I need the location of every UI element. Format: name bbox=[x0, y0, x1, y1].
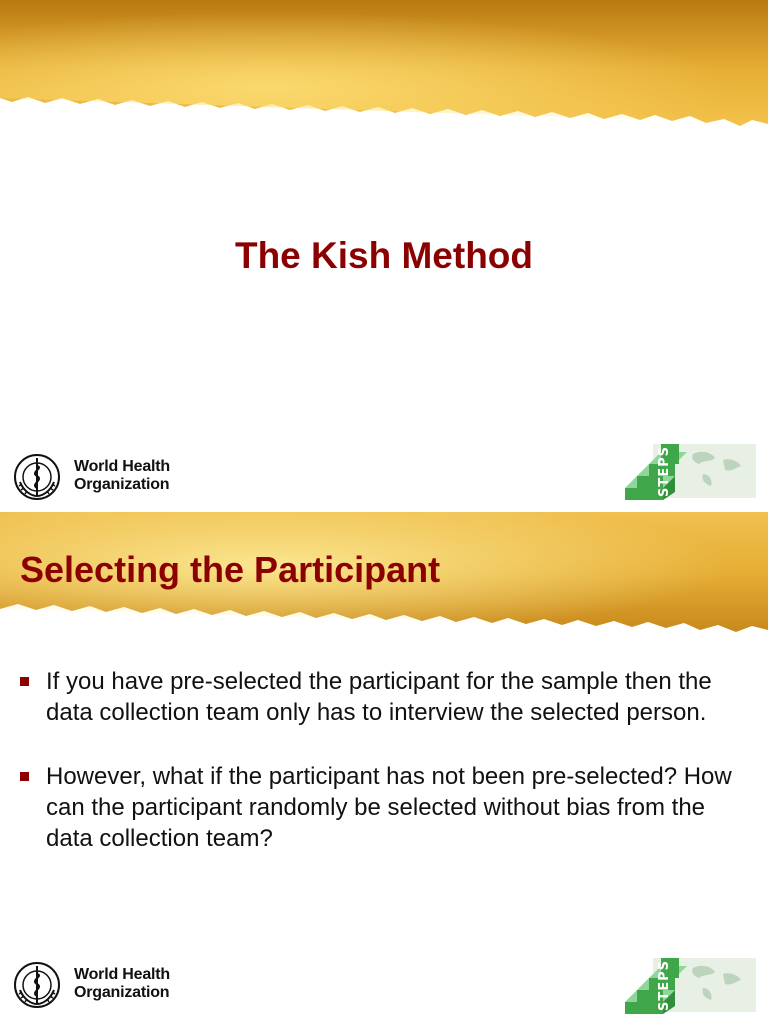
list-item bbox=[20, 761, 750, 854]
who-emblem-icon bbox=[12, 452, 62, 502]
org-name-line-2: Organization bbox=[74, 984, 170, 1001]
steps-label: STEPS bbox=[657, 960, 672, 1012]
steps-logo-icon bbox=[623, 440, 758, 500]
bullet-text: However, what if the participant has not been pre-selected? How can the participant randomly be selected without bias from the data collection team? bbox=[46, 763, 732, 852]
who-logo bbox=[12, 452, 212, 502]
square-bullet-icon bbox=[20, 772, 29, 781]
steps-logo bbox=[623, 954, 758, 1014]
slide-title-text: The Kish Method bbox=[234, 235, 534, 276]
org-name-line-1: World Health bbox=[74, 966, 170, 983]
steps-logo-icon bbox=[623, 954, 758, 1014]
torn-paper-banner bbox=[0, 0, 768, 128]
list-item bbox=[20, 666, 750, 728]
steps-label: STEPS bbox=[657, 446, 672, 498]
org-name-line-2: Organization bbox=[74, 476, 170, 493]
slide-title-text: Selecting the Participant bbox=[20, 549, 441, 590]
steps-logo bbox=[623, 440, 758, 500]
slide-selecting-participant bbox=[0, 512, 768, 1024]
who-logo bbox=[12, 960, 212, 1010]
bullet-list bbox=[20, 666, 750, 887]
who-emblem-icon bbox=[12, 960, 62, 1010]
square-bullet-icon bbox=[20, 677, 29, 686]
org-name-line-1: World Health bbox=[74, 458, 170, 475]
bullet-text: If you have pre-selected the participant for the sample then the data collection team only has to interview the selected person. bbox=[46, 668, 712, 726]
